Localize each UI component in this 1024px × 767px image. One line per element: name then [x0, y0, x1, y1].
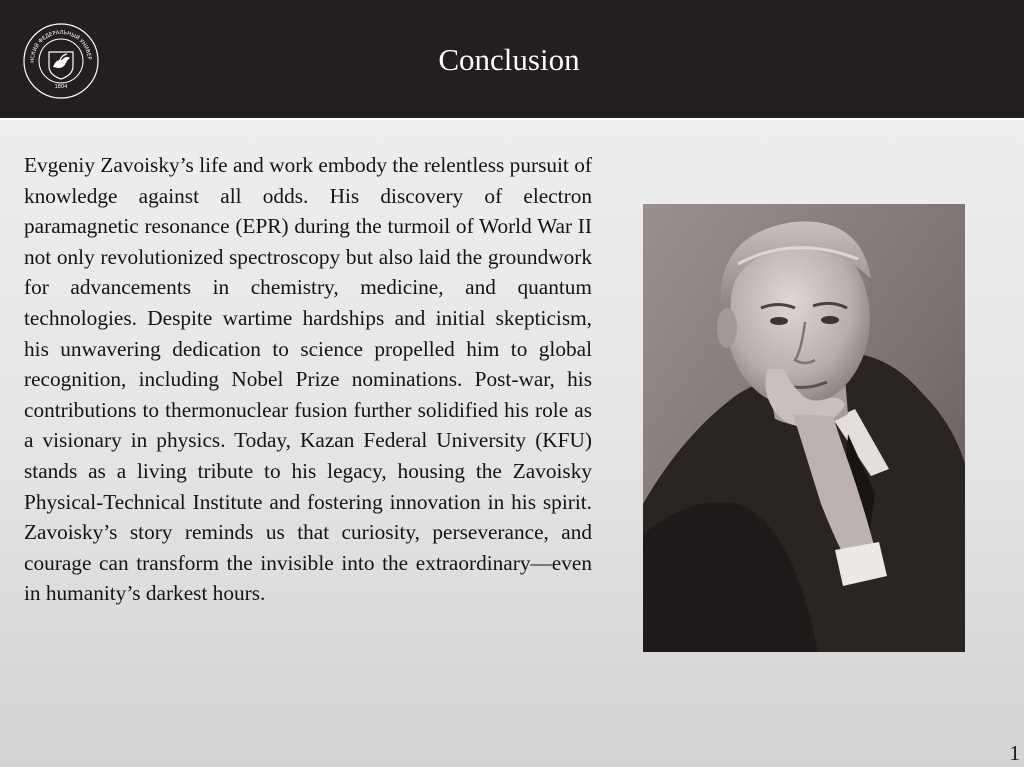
logo-year: 1804 [54, 84, 68, 90]
slide-title: Conclusion [438, 42, 580, 77]
slide-header [0, 0, 1024, 120]
conclusion-body-text: Evgeniy Zavoisky’s life and work embody the relentless pursuit of knowledge against all odds. His discovery of electron paramagnetic resonance (EPR) during the turmoil of World War II not only revolutionized spectroscopy but also laid the groundwork for advancements in chemistry, medicine, and quantum technologies. Despite wartime hardships and initial skepticism, his unwavering dedication to science propelled him to global recognition, including Nobel Prize nominations. Post-war, his contributions to thermonuclear fusion further solidified his role as a visionary in physics. Today, Kazan Federal University (KFU) stands as a living tribute to his legacy, housing the Zavoisky Physical-Technical Institute and fostering innovation in his spirit. Zavoisky’s story reminds us that curiosity, perseverance, and courage can transform the invisible into the extraordinary—even in humanity’s darkest hours. [24, 153, 592, 606]
page-number: 1 [1009, 741, 1020, 765]
portrait-photo [643, 204, 965, 652]
logo-arc-text: НСКИЙ ФЕДЕРАЛЬНЫЙ УНИВЕР [29, 29, 92, 63]
header-divider [0, 118, 1024, 120]
